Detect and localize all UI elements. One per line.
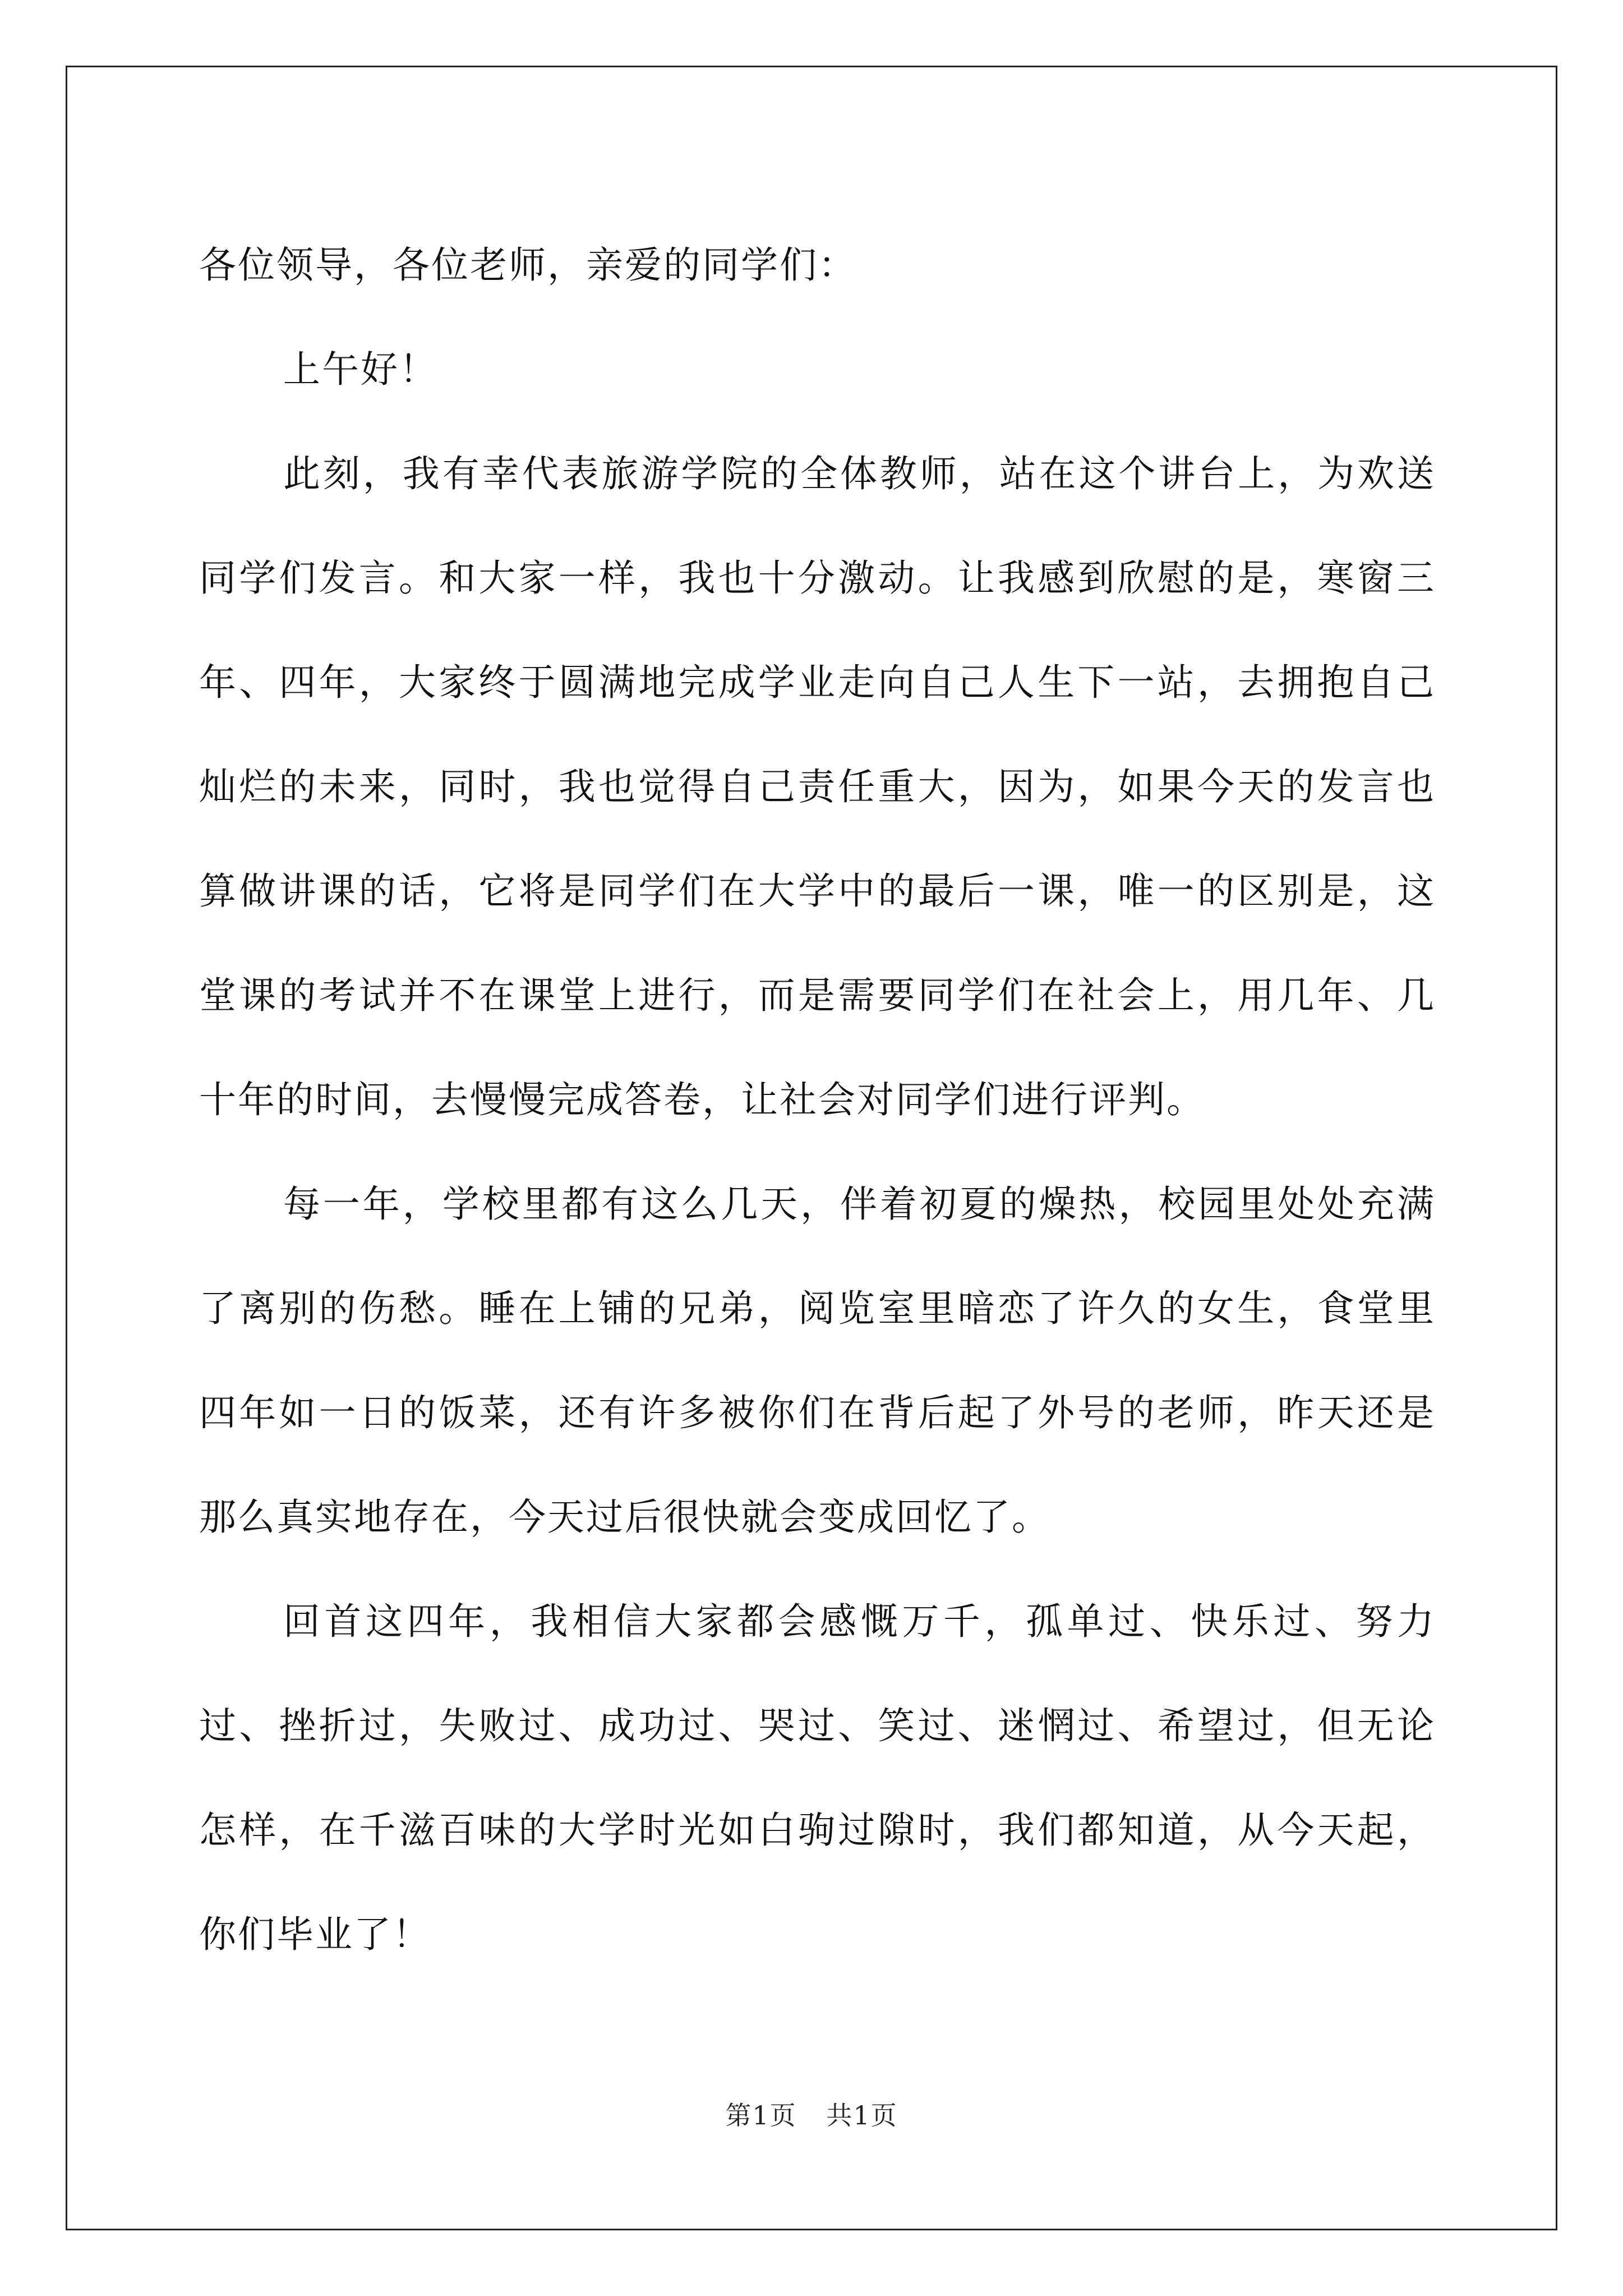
page-footer (0, 2095, 1623, 2132)
greeting: 各位领导，各位老师，亲爱的同学们： (199, 243, 857, 287)
paragraph-3: 每一年，学校里都有这么几天，伴着初夏的燥热，校园里处处充满了离别的伤愁。睡在上铺的兄弟，阅览室里暗恋了许久的女生，食堂里四年如一日的饭菜，还有许多被你们在背后起了外号的老师，昨天还是那么真实地存在，今天过后很快就会变成回忆了。 (199, 1182, 1436, 1539)
page-total: 共1页 (826, 2100, 898, 2131)
paragraph-2: 此刻，我有幸代表旅游学院的全体教师，站在这个讲台上，为欢送同学们发言。和大家一样，我也十分激动。让我感到欣慰的是，寒窗三年、四年，大家终于圆满地完成学业走向自己人生下一站，去拥抱自己灿烂的未来，同时，我也觉得自己责任重大，因为，如果今天的发言也算做讲课的话，它将是同学们在大学中的最后一课，唯一的区别是，这堂课的考试并不在课堂上进行，而是需要同学们在社会上，用几年、几十年的时间，去慢慢完成答卷，让社会对同学们进行评判。 (199, 452, 1436, 1121)
page-number: 第1页 (725, 2100, 797, 2131)
document-body (199, 213, 1436, 1987)
paragraph-1: 上午好！ (283, 348, 438, 391)
paragraph-4: 回首这四年，我相信大家都会感慨万千，孤单过、快乐过、努力过、挫折过，失败过、成功过、哭过、笑过、迷惘过、希望过，但无论怎样，在千滋百味的大学时光如白驹过隙时，我们都知道，从今天起，你们毕业了！ (199, 1600, 1436, 1956)
